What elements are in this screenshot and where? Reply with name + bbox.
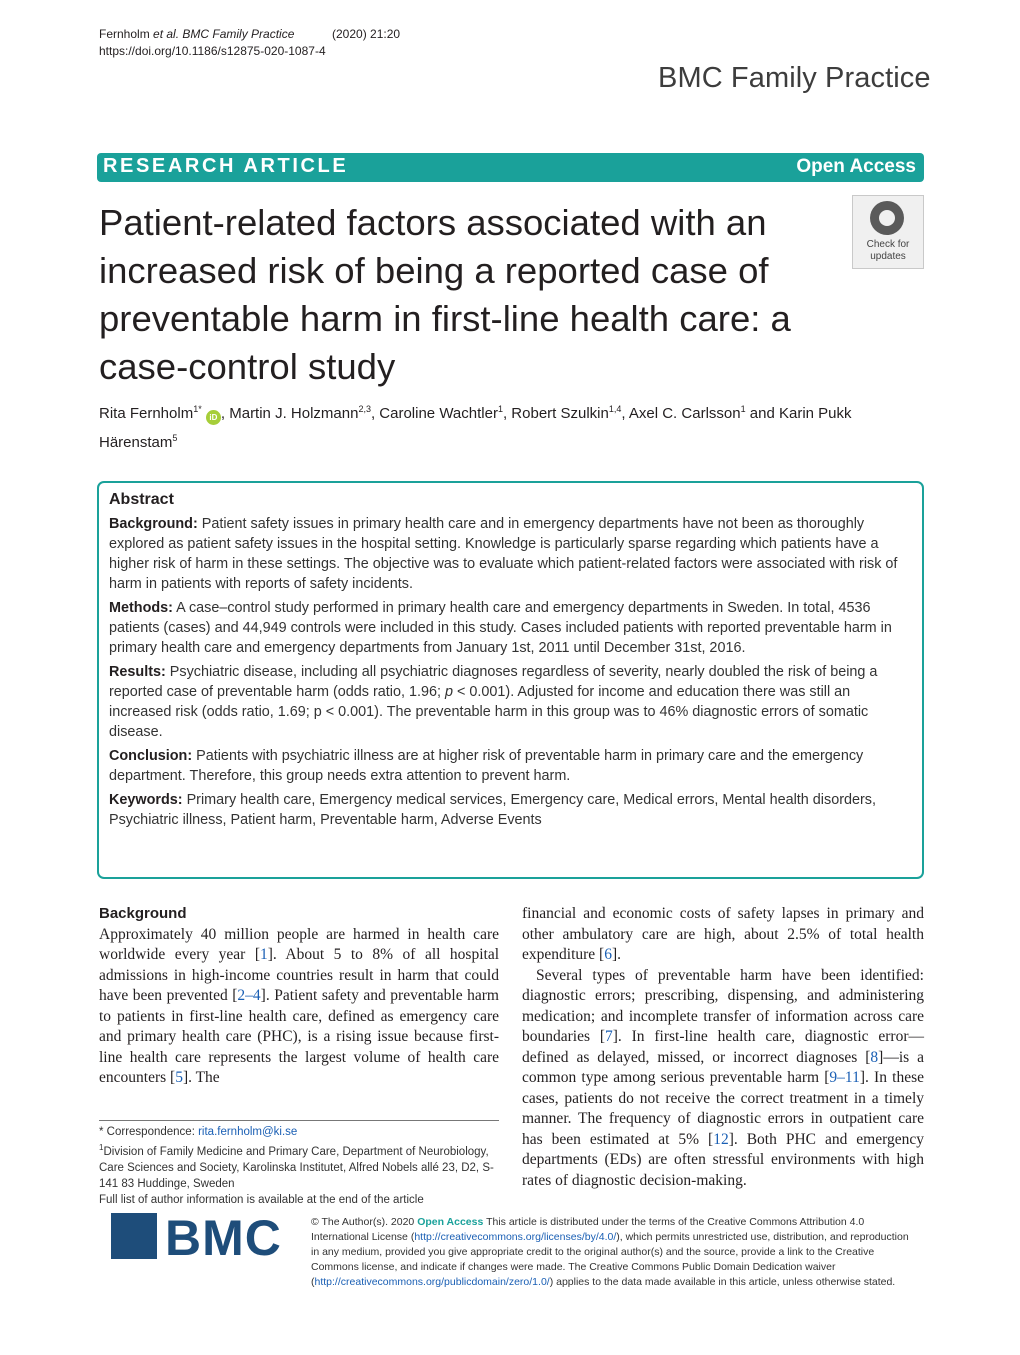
body-text: ]. The bbox=[182, 1069, 220, 1086]
abstract-box bbox=[97, 481, 924, 879]
body-text: ]. In first-line health care, diagnostic error—defined as delayed, missed, or incorrect diagnoses [ bbox=[522, 1028, 924, 1066]
bmc-logo-text: BMC bbox=[165, 1210, 282, 1266]
license-text: This article is distributed under the terms of the Creative Commons Attribution 4.0 International License ( bbox=[311, 1216, 865, 1243]
p-value-symbol: p bbox=[444, 684, 453, 700]
license-open-access: Open Access bbox=[417, 1216, 484, 1228]
body-paragraph bbox=[522, 966, 924, 1192]
author-affiliation-sup: 1 bbox=[740, 404, 746, 414]
abstract-methods-text: A case–control study performed in primary health care and emergency departments in Sweden. In total, 4536 patients (cases) and 44,949 controls were included in this study. Cases included patients with reported preventable harm in primary health care and emergency departments from January 1st, 2011 until December 31st, 2016. bbox=[109, 600, 892, 656]
open-access-label: Open Access bbox=[796, 156, 916, 177]
citation-year: (2020) 21:20 bbox=[332, 27, 401, 41]
public-domain-link[interactable]: http://creativecommons.org/publicdomain/zero/1.0/ bbox=[314, 1276, 550, 1288]
article-type-banner bbox=[97, 153, 924, 182]
affiliation-sup: 1 bbox=[99, 1143, 104, 1152]
license-link[interactable]: http://creativecommons.org/licenses/by/4.0/ bbox=[414, 1231, 617, 1243]
author-name: and Karin Pukk Härenstam bbox=[99, 405, 852, 451]
full-author-info-note: Full list of author information is available at the end of the article bbox=[99, 1193, 424, 1206]
author-affiliation-sup: 1 bbox=[497, 404, 503, 414]
check-updates-line1: Check for bbox=[866, 239, 910, 250]
license-statement bbox=[311, 1215, 911, 1290]
body-text: ]—is a common type among serious preventable harm [ bbox=[522, 1048, 924, 1086]
check-for-updates-badge[interactable] bbox=[852, 195, 924, 269]
citation-link[interactable]: 9–11 bbox=[829, 1069, 860, 1086]
body-text: ]. Both PHC and emergency departments (EDs) are often stressful environments with high rates of diagnostic decision-making. bbox=[522, 1130, 925, 1189]
citation-authors: Fernholm bbox=[99, 27, 154, 41]
section-heading-background: Background bbox=[99, 905, 187, 922]
body-paragraph bbox=[522, 904, 924, 966]
author-name: , Martin J. Holzmann bbox=[220, 405, 359, 422]
article-type: RESEARCH ARTICLE bbox=[103, 155, 349, 177]
abstract-heading: Abstract bbox=[109, 491, 174, 508]
abstract-methods-label: Methods: bbox=[109, 600, 173, 616]
citation-journal: et al. BMC Family Practice bbox=[153, 27, 295, 41]
author-name: Rita Fernholm bbox=[99, 405, 194, 422]
bmc-logo bbox=[111, 1210, 291, 1273]
abstract-conclusion bbox=[109, 746, 909, 786]
body-left-column bbox=[99, 904, 499, 1089]
citation-link[interactable]: 7 bbox=[605, 1028, 613, 1045]
check-updates-line2: updates bbox=[870, 251, 906, 262]
bmc-logo-mark-icon bbox=[111, 1213, 157, 1259]
author-affiliation-sup: 5 bbox=[172, 433, 178, 443]
abstract-keywords bbox=[109, 790, 909, 830]
body-paragraph bbox=[99, 925, 499, 1089]
citation-link[interactable]: 5 bbox=[175, 1069, 183, 1086]
correspondence-label: * Correspondence: bbox=[99, 1126, 199, 1138]
author-list bbox=[99, 397, 859, 455]
abstract-background bbox=[109, 514, 909, 594]
article-title: Patient-related factors associated with an increased risk of being a reported case of preventable harm in first-line health care: a case-control study bbox=[99, 202, 791, 387]
abstract-results-text: Psychiatric disease, including all psychiatric diagnoses regardless of severity, nearly doubled the risk of being a reported case of preventable harm (odds ratio, 1.96; bbox=[109, 664, 878, 700]
license-text: ), which permits unrestricted use, distribution, and reproduction in any medium, provided you give appropriate credit to the original author(s) and the source, provide a link to the Creative Commons license, and indicate if changes were made. The Creative Commons Public Domain Dedication waiver ( bbox=[311, 1231, 909, 1288]
author-affiliation-sup: 2,3 bbox=[358, 404, 371, 414]
abstract-conclusion-label: Conclusion: bbox=[109, 748, 193, 764]
doi-link[interactable]: https://doi.org/10.1186/s12875-020-1087-4 bbox=[99, 44, 326, 58]
footnote bbox=[99, 1124, 499, 1208]
correspondence-email-link[interactable]: rita.fernholm@ki.se bbox=[198, 1126, 298, 1138]
abstract-methods bbox=[109, 598, 909, 658]
author-name: , Robert Szulkin bbox=[502, 405, 609, 422]
abstract-keywords-text: Primary health care, Emergency medical services, Emergency care, Medical errors, Mental health disorders, Psychiatric illness, Patient harm, Preventable harm, Adverse Events bbox=[109, 792, 876, 828]
body-text: ]. About 5 to 8% of all hospital admissions in high-income countries result in harm that could have been prevented [ bbox=[99, 946, 500, 1004]
license-text: ) applies to the data made available in this article, unless otherwise stated. bbox=[549, 1276, 896, 1288]
abstract-results bbox=[109, 662, 909, 742]
body-text: ]. bbox=[611, 946, 621, 963]
citation-link[interactable]: 1 bbox=[260, 946, 268, 963]
check-updates-icon bbox=[870, 201, 904, 235]
body-text: Several types of preventable harm have been identified: diagnostic errors; prescribing, dispensing, and administering medication; and incomplete transfer of information across care boundaries [ bbox=[522, 966, 924, 1045]
abstract-conclusion-text: Patients with psychiatric illness are at higher risk of preventable harm in primary care and the emergency department. Therefore, this group needs extra attention to prevent harm. bbox=[109, 748, 864, 784]
check-updates-text bbox=[853, 239, 923, 263]
abstract-background-label: Background: bbox=[109, 516, 198, 532]
footnote-divider bbox=[99, 1120, 499, 1121]
author-affiliation-sup: 1,4 bbox=[608, 404, 622, 414]
journal-name: BMC Family Practice bbox=[658, 62, 931, 94]
copyright-text: © The Author(s). 2020 bbox=[311, 1216, 418, 1228]
citation-link[interactable]: 12 bbox=[713, 1130, 729, 1148]
body-text: Approximately 40 million people are harmed in health care worldwide every year [ bbox=[99, 925, 499, 963]
author-name: , Caroline Wachtler bbox=[370, 405, 498, 422]
body-text: financial and economic costs of safety lapses in primary and other ambulatory care are high, about 2.5% of total health expenditure [ bbox=[522, 905, 924, 963]
orcid-icon[interactable]: iD bbox=[206, 410, 221, 425]
affiliation-text: Division of Family Medicine and Primary Care, Department of Neurobiology, Care Sciences and Society, Karolinska Institutet, Alfred Nobels allé 23, D2, S-141 83 Huddinge, Sweden bbox=[99, 1145, 494, 1190]
abstract-keywords-label: Keywords: bbox=[109, 792, 183, 808]
abstract-results-text-2: < 0.001). Adjusted for income and education there was still an increased risk (odds ratio, 1.69; p < 0.001). The preventable harm in this group was to 46% diagnostic errors of somatic disease. bbox=[109, 684, 869, 740]
body-text: ]. Patient safety and preventable harm to patients in first-line health care, defined as emergency care and primary health care (PHC), is a rising issue because first-line health care represents the largest volume of health care encounters [ bbox=[99, 987, 499, 1086]
author-affiliation-sup: 1* bbox=[193, 404, 202, 414]
citation-link[interactable]: 8 bbox=[870, 1048, 879, 1066]
citation-line bbox=[99, 26, 401, 43]
citation-link[interactable]: 6 bbox=[604, 946, 612, 963]
author-name: , Axel C. Carlsson bbox=[621, 405, 741, 422]
abstract-results-label: Results: bbox=[109, 664, 166, 680]
citation-link[interactable]: 2–4 bbox=[237, 987, 261, 1004]
body-text: ]. In these cases, patients do not receive the correct treatment in a timely manner. The frequency of diagnostic errors in outpatient care has been estimated at 5% [ bbox=[522, 1069, 924, 1148]
body-right-column bbox=[522, 904, 924, 1191]
abstract-background-text: Patient safety issues in primary health care and in emergency departments have not been as thoroughly explored as patient safety issues in the hospital setting. Knowledge is particularly sparse regarding which patients have a higher risk of harm in these settings. The objective was to evaluate which patient-related factors were associated with risk of harm in patients with reports of safety incidents. bbox=[109, 516, 898, 592]
